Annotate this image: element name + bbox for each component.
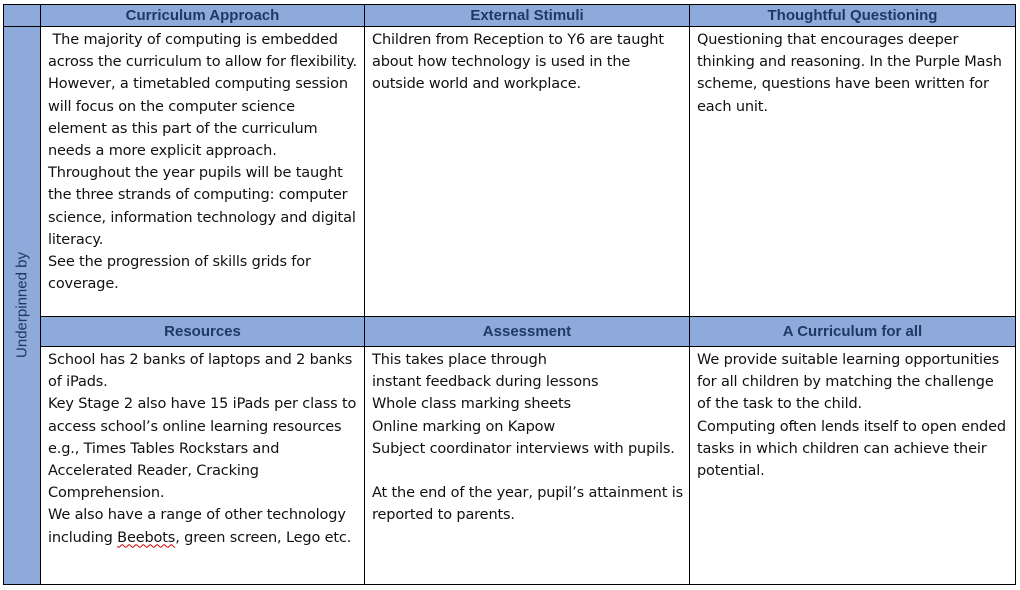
resources-header: Resources xyxy=(41,317,365,347)
resources-p1: School has 2 banks of laptops and 2 banks of iPads. xyxy=(48,352,353,391)
assessment-line-6: At the end of the year, pupil’s attainment is reported to parents. xyxy=(372,485,683,524)
underpinned-by-column xyxy=(4,5,41,585)
curriculum-approach-p3: See the progression of skills grids for coverage. xyxy=(48,254,311,293)
curriculum-for-all-p1: We provide suitable learning opportunities for all children by matching the challenge of the task to the child. xyxy=(697,352,1000,413)
resources-p3 xyxy=(48,504,358,548)
thoughtful-questioning-p1: Questioning that encourages deeper thinking and reasoning. In the Purple Mash scheme, questions have been written for each unit. xyxy=(697,32,1002,115)
assessment-line-5: Subject coordinator interviews with pupils. xyxy=(372,440,675,457)
assessment-line-1: This takes place through xyxy=(372,352,547,368)
external-stimuli-header: External Stimuli xyxy=(365,5,690,27)
curriculum-approach-cell xyxy=(41,27,365,317)
assessment-cell xyxy=(365,347,690,585)
curriculum-for-all-cell xyxy=(690,347,1016,585)
curriculum-table xyxy=(3,4,1016,585)
curriculum-approach-p1: The majority of computing is embedded across the curriculum to allow for flexibility. However, a timetabled computing session will focus on the computer science element as this part of the curriculum needs a more explicit approach. xyxy=(48,32,366,160)
thoughtful-questioning-header: Thoughtful Questioning xyxy=(690,5,1016,27)
thoughtful-questioning-cell xyxy=(690,27,1016,317)
beebots-text: Beebots xyxy=(117,529,176,546)
resources-p3-start: We also have a range of other technology including xyxy=(48,507,346,546)
underpinned-by-label: Underpinned by xyxy=(13,252,31,358)
resources-p3-end: , green screen, Lego etc. xyxy=(175,529,352,546)
external-stimuli-p1: Children from Reception to Y6 are taught about how technology is used in the outside world and workplace. xyxy=(372,32,664,93)
curriculum-approach-p2: Throughout the year pupils will be taught the three strands of computing: computer science, information technology and digital literacy. xyxy=(48,165,356,248)
assessment-header: Assessment xyxy=(365,317,690,347)
curriculum-for-all-p2: Computing often lends itself to open ended tasks in which children can achieve their potential. xyxy=(697,418,1006,480)
curriculum-approach-header: Curriculum Approach xyxy=(41,5,365,27)
resources-cell xyxy=(41,347,365,585)
curriculum-for-all-header: A Curriculum for all xyxy=(690,317,1016,347)
resources-p2: Key Stage 2 also have 15 iPads per class to access school’s online learning resources e.g., Times Tables Rockstars and Accelerated Reader, Cracking Comprehension. xyxy=(48,396,357,502)
assessment-line-3: Whole class marking sheets xyxy=(372,396,571,413)
external-stimuli-cell xyxy=(365,27,690,317)
assessment-line-2: instant feedback during lessons xyxy=(372,374,599,391)
assessment-line-4: Online marking on Kapow xyxy=(372,418,556,435)
